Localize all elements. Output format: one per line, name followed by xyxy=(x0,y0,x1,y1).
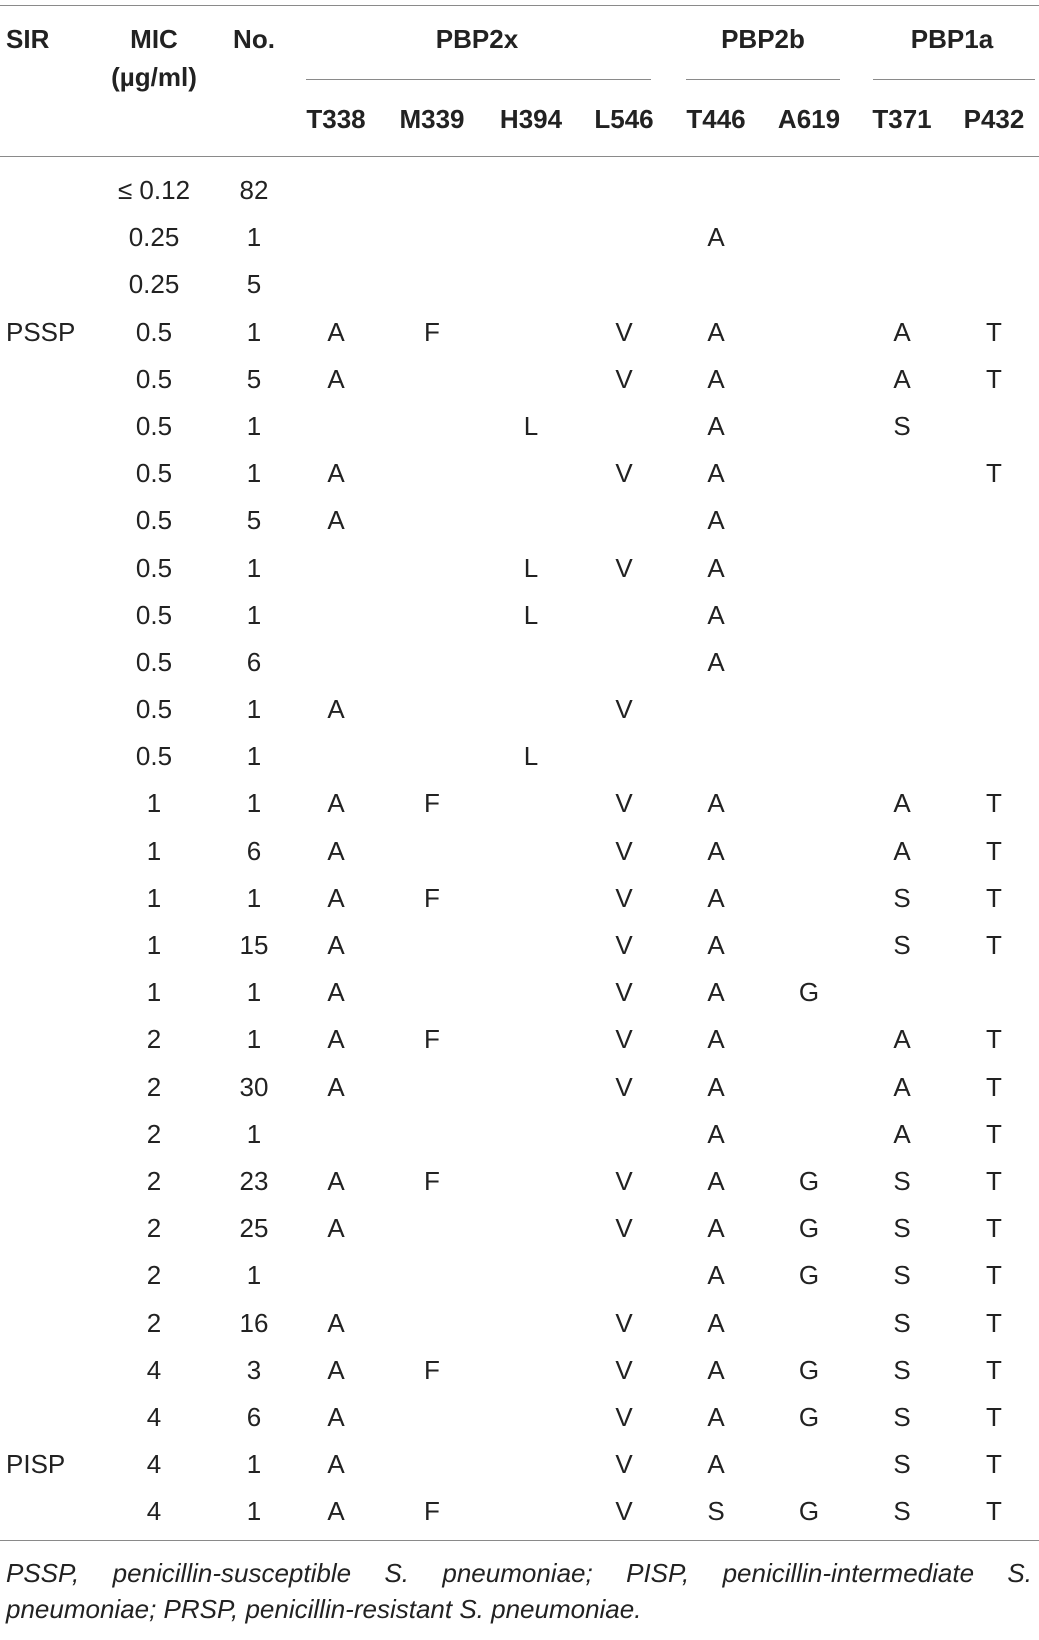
cell-mic: 1 xyxy=(146,930,162,960)
cell-t446: A xyxy=(707,1213,725,1244)
cell-count: 5 xyxy=(246,269,262,300)
table-row xyxy=(0,1017,1039,1064)
cell-t371: S xyxy=(893,1496,911,1527)
cell-t446: A xyxy=(707,552,725,583)
cell-t446: A xyxy=(707,1071,725,1102)
cell-mic: 4 xyxy=(146,1354,162,1385)
cell-m339: F xyxy=(424,882,440,913)
cell-mic: 1 xyxy=(146,977,162,1008)
cell-mic: 0.5 xyxy=(135,316,173,347)
table-row xyxy=(0,1065,1039,1112)
cell-mic: 0.5 xyxy=(135,410,173,441)
cell-p432: T xyxy=(986,363,1002,394)
header-group-pbp1a: PBP1a xyxy=(910,24,994,54)
cell-t371: S xyxy=(893,930,911,960)
table-row xyxy=(0,1159,1039,1206)
cell-count: 1 xyxy=(246,882,262,913)
cell-count: 1 xyxy=(246,1496,262,1527)
cell-l546: V xyxy=(615,1496,633,1527)
cell-t371: S xyxy=(893,1401,911,1432)
cell-l546: V xyxy=(615,1071,633,1102)
cell-count: 3 xyxy=(246,1354,262,1385)
cell-m339: F xyxy=(424,316,440,347)
cell-mic: 1 xyxy=(146,835,162,866)
cell-count: 1 xyxy=(246,1024,262,1055)
cell-p432: T xyxy=(986,1307,1002,1338)
cell-count: 1 xyxy=(246,410,262,441)
table-row xyxy=(0,168,1039,215)
cell-l546: V xyxy=(615,1213,633,1244)
cell-mic: 0.5 xyxy=(135,363,173,394)
table-row xyxy=(0,215,1039,262)
table-row xyxy=(0,1206,1039,1253)
cell-t338: A xyxy=(327,1213,345,1244)
cell-p432: T xyxy=(986,1118,1002,1149)
table-row xyxy=(0,829,1039,876)
cell-l546: V xyxy=(615,1354,633,1385)
cell-count: 5 xyxy=(246,363,262,394)
cell-l546: V xyxy=(615,1024,633,1055)
cell-t338: A xyxy=(327,1071,345,1102)
cell-mic: 0.5 xyxy=(135,458,173,489)
table-row xyxy=(0,1489,1039,1536)
cell-t371: A xyxy=(893,363,911,394)
table-bottom-rule xyxy=(0,1540,1039,1541)
cell-t446: A xyxy=(707,1307,725,1338)
group-underline-pbp2x xyxy=(306,79,651,80)
cell-h394: L xyxy=(523,410,539,441)
cell-t338: A xyxy=(327,316,345,347)
cell-a619: G xyxy=(798,977,820,1008)
cell-count: 1 xyxy=(246,316,262,347)
cell-t371: A xyxy=(893,835,911,866)
cell-p432: T xyxy=(986,316,1002,347)
cell-p432: T xyxy=(986,458,1002,489)
cell-t338: A xyxy=(327,977,345,1008)
cell-t371: S xyxy=(893,1260,911,1291)
cell-p432: T xyxy=(986,882,1002,913)
cell-l546: V xyxy=(615,694,633,725)
cell-a619: G xyxy=(798,1260,820,1291)
cell-count: 1 xyxy=(246,788,262,819)
cell-t338: A xyxy=(327,1401,345,1432)
cell-t338: A xyxy=(327,1307,345,1338)
header-no: No. xyxy=(233,24,275,54)
cell-count: 1 xyxy=(246,552,262,583)
cell-sir: PSSP xyxy=(6,316,76,347)
cell-mic: 2 xyxy=(146,1024,162,1055)
cell-mic: 2 xyxy=(146,1165,162,1196)
cell-mic: 0.5 xyxy=(135,505,173,536)
cell-t338: A xyxy=(327,1496,345,1527)
subheader-t446: T446 xyxy=(686,104,746,134)
cell-p432: T xyxy=(986,1449,1002,1480)
header-mic-unit: (µg/ml) xyxy=(111,62,197,92)
cell-l546: V xyxy=(615,552,633,583)
cell-mic: 0.25 xyxy=(128,222,180,253)
table-row xyxy=(0,970,1039,1017)
cell-t446: A xyxy=(707,1165,725,1196)
cell-t338: A xyxy=(327,1024,345,1055)
cell-count: 1 xyxy=(246,222,262,253)
cell-p432: T xyxy=(986,1260,1002,1291)
table-row xyxy=(0,876,1039,923)
cell-t338: A xyxy=(327,458,345,489)
cell-t371: A xyxy=(893,1118,911,1149)
cell-a619: G xyxy=(798,1213,820,1244)
cell-t446: A xyxy=(707,1449,725,1480)
cell-t371: S xyxy=(893,882,911,913)
cell-count: 1 xyxy=(246,1260,262,1291)
cell-t446: A xyxy=(707,1401,725,1432)
cell-m339: F xyxy=(424,1496,440,1527)
table-row xyxy=(0,1112,1039,1159)
cell-mic: 1 xyxy=(146,882,162,913)
cell-l546: V xyxy=(615,1449,633,1480)
cell-mic: 4 xyxy=(146,1401,162,1432)
cell-l546: V xyxy=(615,316,633,347)
cell-t371: A xyxy=(893,1024,911,1055)
cell-l546: V xyxy=(615,930,633,960)
cell-count: 16 xyxy=(239,1307,269,1338)
subheader-h394: H394 xyxy=(499,104,563,134)
cell-mic: 2 xyxy=(146,1071,162,1102)
cell-m339: F xyxy=(424,1354,440,1385)
cell-mic: 2 xyxy=(146,1307,162,1338)
cell-t446: A xyxy=(707,599,725,630)
cell-count: 30 xyxy=(239,1071,269,1102)
cell-count: 23 xyxy=(239,1165,269,1196)
cell-count: 25 xyxy=(239,1213,269,1244)
cell-t338: A xyxy=(327,882,345,913)
cell-mic: 0.5 xyxy=(135,552,173,583)
cell-t446: A xyxy=(707,363,725,394)
header-bottom-rule xyxy=(0,156,1039,157)
table-row xyxy=(0,734,1039,781)
cell-h394: L xyxy=(523,741,539,772)
cell-t446: A xyxy=(707,222,725,253)
table-row xyxy=(0,1253,1039,1300)
cell-t446: A xyxy=(707,458,725,489)
cell-m339: F xyxy=(424,1165,440,1196)
cell-t446: A xyxy=(707,788,725,819)
cell-p432: T xyxy=(986,835,1002,866)
table-row xyxy=(0,404,1039,451)
cell-count: 6 xyxy=(246,835,262,866)
cell-sir: PISP xyxy=(6,1449,66,1480)
cell-count: 6 xyxy=(246,646,262,677)
cell-t338: A xyxy=(327,363,345,394)
table-row xyxy=(0,687,1039,734)
cell-mic: 0.25 xyxy=(128,269,180,300)
cell-t371: A xyxy=(893,788,911,819)
header-sir: SIR xyxy=(6,24,50,54)
cell-l546: V xyxy=(615,458,633,489)
cell-count: 1 xyxy=(246,458,262,489)
cell-t446: A xyxy=(707,410,725,441)
cell-mic: 0.5 xyxy=(135,694,173,725)
cell-count: 1 xyxy=(246,977,262,1008)
cell-h394: L xyxy=(523,552,539,583)
cell-p432: T xyxy=(986,1354,1002,1385)
cell-t371: S xyxy=(893,1213,911,1244)
subheader-l546: L546 xyxy=(594,104,654,134)
cell-count: 15 xyxy=(239,930,269,960)
subheader-a619: A619 xyxy=(777,104,841,134)
cell-t446: A xyxy=(707,1354,725,1385)
cell-p432: T xyxy=(986,1165,1002,1196)
cell-mic: 4 xyxy=(146,1496,162,1527)
cell-t446: A xyxy=(707,930,725,960)
table-row xyxy=(0,781,1039,828)
header-group-pbp2b: PBP2b xyxy=(721,24,805,54)
cell-p432: T xyxy=(986,1213,1002,1244)
cell-l546: V xyxy=(615,977,633,1008)
cell-t371: S xyxy=(893,1449,911,1480)
subheader-t338: T338 xyxy=(306,104,366,134)
cell-t338: A xyxy=(327,694,345,725)
cell-count: 1 xyxy=(246,1449,262,1480)
table-body xyxy=(0,168,1039,1536)
cell-p432: T xyxy=(986,1496,1002,1527)
cell-t446: A xyxy=(707,977,725,1008)
cell-t371: S xyxy=(893,1165,911,1196)
table-row xyxy=(0,498,1039,545)
cell-h394: L xyxy=(523,599,539,630)
cell-a619: G xyxy=(798,1496,820,1527)
cell-l546: V xyxy=(615,1401,633,1432)
cell-t338: A xyxy=(327,930,345,960)
table-top-rule xyxy=(0,5,1039,6)
group-underline-pbp1a xyxy=(873,79,1035,80)
cell-t338: A xyxy=(327,1354,345,1385)
table-row xyxy=(0,593,1039,640)
cell-t446: A xyxy=(707,505,725,536)
header-mic: MIC xyxy=(130,24,178,54)
cell-t371: S xyxy=(893,410,911,441)
table-row xyxy=(0,1301,1039,1348)
cell-mic: 4 xyxy=(146,1449,162,1480)
cell-mic: ≤ 0.12 xyxy=(117,175,191,205)
table-row xyxy=(0,923,1039,970)
cell-t371: S xyxy=(893,1354,911,1385)
cell-p432: T xyxy=(986,1401,1002,1432)
cell-t446: A xyxy=(707,882,725,913)
header-group-pbp2x: PBP2x xyxy=(435,24,519,54)
table-row xyxy=(0,451,1039,498)
cell-count: 82 xyxy=(239,175,269,205)
cell-count: 1 xyxy=(246,1118,262,1149)
cell-p432: T xyxy=(986,788,1002,819)
cell-t338: A xyxy=(327,1449,345,1480)
cell-count: 1 xyxy=(246,741,262,772)
cell-p432: T xyxy=(986,930,1002,960)
table-row xyxy=(0,1395,1039,1442)
table-row xyxy=(0,640,1039,687)
cell-m339: F xyxy=(424,1024,440,1055)
cell-count: 1 xyxy=(246,694,262,725)
cell-t371: S xyxy=(893,1307,911,1338)
cell-t446: A xyxy=(707,316,725,347)
cell-t338: A xyxy=(327,788,345,819)
table-row xyxy=(0,1348,1039,1395)
cell-l546: V xyxy=(615,1307,633,1338)
cell-m339: F xyxy=(424,788,440,819)
cell-l546: V xyxy=(615,835,633,866)
table-row xyxy=(0,357,1039,404)
cell-mic: 2 xyxy=(146,1213,162,1244)
table-row xyxy=(0,546,1039,593)
cell-t338: A xyxy=(327,505,345,536)
cell-p432: T xyxy=(986,1071,1002,1102)
cell-t446: S xyxy=(707,1496,725,1527)
cell-t446: A xyxy=(707,1118,725,1149)
cell-t446: A xyxy=(707,1260,725,1291)
cell-p432: T xyxy=(986,1024,1002,1055)
cell-mic: 2 xyxy=(146,1260,162,1291)
subheader-t371: T371 xyxy=(872,104,932,134)
cell-a619: G xyxy=(798,1354,820,1385)
cell-t446: A xyxy=(707,646,725,677)
cell-l546: V xyxy=(615,788,633,819)
cell-count: 6 xyxy=(246,1401,262,1432)
table-row xyxy=(0,310,1039,357)
cell-l546: V xyxy=(615,1165,633,1196)
cell-t446: A xyxy=(707,1024,725,1055)
table-footnote: PSSP, penicillin-susceptible S. pneumoniae; PISP, penicillin-intermediate S. pneumoniae; PRSP, penicillin-resistant S. pneumoniae. xyxy=(6,1558,1032,1624)
cell-count: 1 xyxy=(246,599,262,630)
table-row xyxy=(0,1442,1039,1489)
cell-t338: A xyxy=(327,1165,345,1196)
cell-t338: A xyxy=(327,835,345,866)
cell-a619: G xyxy=(798,1165,820,1196)
subheader-m339: M339 xyxy=(399,104,465,134)
cell-mic: 0.5 xyxy=(135,646,173,677)
cell-count: 5 xyxy=(246,505,262,536)
cell-t371: A xyxy=(893,1071,911,1102)
cell-mic: 2 xyxy=(146,1118,162,1149)
cell-l546: V xyxy=(615,363,633,394)
cell-a619: G xyxy=(798,1401,820,1432)
cell-mic: 0.5 xyxy=(135,599,173,630)
cell-t371: A xyxy=(893,316,911,347)
cell-l546: V xyxy=(615,882,633,913)
group-underline-pbp2b xyxy=(686,79,840,80)
cell-t446: A xyxy=(707,835,725,866)
subheader-p432: P432 xyxy=(963,104,1025,134)
cell-mic: 1 xyxy=(146,788,162,819)
cell-mic: 0.5 xyxy=(135,741,173,772)
table-row xyxy=(0,262,1039,309)
